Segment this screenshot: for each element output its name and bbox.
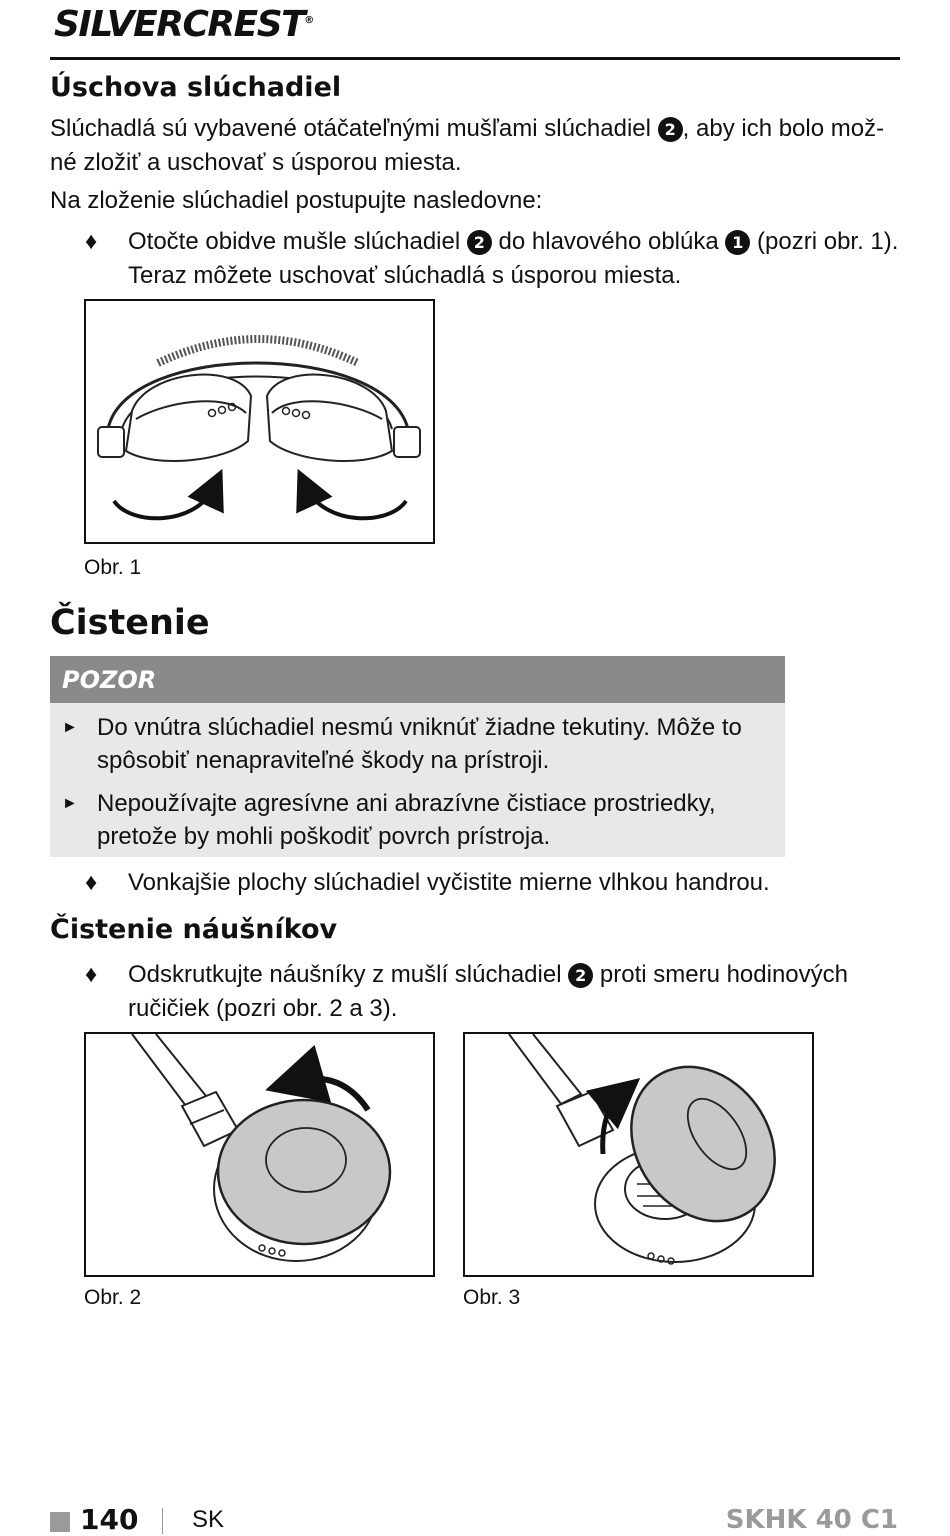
warning-box: POZOR ► Do vnútra slúchadiel nesmú vniknúť žiadne tekutiny. Môže to spôsobiť nenapraviteľné škody na prístroji. ► Nepoužívajte agresívne ani abrazívne čistiace prostriedky, pretože by mohli poškodiť povrch prístroja.: [50, 656, 785, 857]
diamond-bullet-icon: ♦: [85, 869, 98, 896]
registered-mark: ®: [304, 15, 315, 26]
figure-2-earpad-rotate: [84, 1032, 435, 1277]
figure-3-earpad-removed: [463, 1032, 814, 1277]
ref-number-2: 2: [467, 230, 492, 255]
figure-1-headphones-folding: [84, 299, 435, 544]
diamond-bullet-icon: ♦: [85, 961, 98, 988]
language-code: SK: [192, 1506, 225, 1533]
footer-divider: [162, 1508, 163, 1534]
storage-paragraph-2: Na zloženie slúchadiel postupujte nasledovne:: [50, 187, 543, 214]
ref-number-2: 2: [658, 117, 683, 142]
figure-3-caption: Obr. 3: [463, 1286, 521, 1309]
triangle-bullet-icon: ►: [62, 719, 78, 736]
footer-square-icon: [50, 1512, 70, 1532]
figure-1-caption: Obr. 1: [84, 556, 142, 579]
header-rule: [50, 57, 900, 60]
brand-name: SILVERCREST: [54, 4, 305, 45]
storage-heading: Úschova slúchadiel: [50, 72, 342, 103]
manual-page: SILVERCREST® Úschova slúchadiel Slúchadlá sú vybavené otáčateľnými mušľami slúchadiel 2 , aby ich bolo mož-né zložiť a uschovať s úsporou miesta. Na zloženie slúchadiel postupujte nasledovne: ♦ Otočte obidve mušle slúchadiel 2 do hlavového oblúka 1 (pozri obr. 1). Teraz môžete uschovať slúchadlá s úsporou miesta. Obr. 1 Čistenie POZOR ► Do vnútra slúchadiel nesmú vniknúť žiadne tekutiny. Môže to spôsobiť nenapraviteľné škody na prístroji. ► Nepoužívajte agresívne ani abrazívne čistiace prostriedky, pretože by mohli poškodiť povrch prístroja. ♦ Vonkajšie plochy slúchadiel vyčistite mierne vlhkou handrou. Čistenie náušníkov ♦ Odskrutkujte náušníky z mušlí slúchadiel 2 proti smeru hodinových ručičiek (pozri obr. 2 a 3). Obr. 2 Obr. 3 140 SK SKHK 40 C1: [50, 4, 899, 1536]
page-number: 140: [80, 1503, 139, 1536]
model-number: SKHK 40 C1: [725, 1505, 898, 1535]
ref-number-2: 2: [568, 963, 593, 988]
earpad-rotate-illustration: [86, 1034, 433, 1275]
storage-paragraph-1: Slúchadlá sú vybavené otáčateľnými mušľami slúchadiel 2 , aby ich bolo mož-né zložiť a uschovať s úsporou miesta.: [50, 115, 885, 176]
warning-title: POZOR: [50, 656, 785, 703]
figure-2-caption: Obr. 2: [84, 1286, 142, 1309]
diamond-bullet-icon: ♦: [85, 228, 98, 255]
ref-number-1: 1: [725, 230, 750, 255]
triangle-bullet-icon: ►: [62, 795, 78, 812]
earpad-removed-illustration: [465, 1034, 812, 1275]
folded-headphones-illustration: [86, 301, 433, 542]
brand-logo: [54, 4, 314, 45]
earpads-heading: Čistenie náušníkov: [50, 914, 338, 945]
cleaning-heading: Čistenie: [50, 603, 210, 643]
